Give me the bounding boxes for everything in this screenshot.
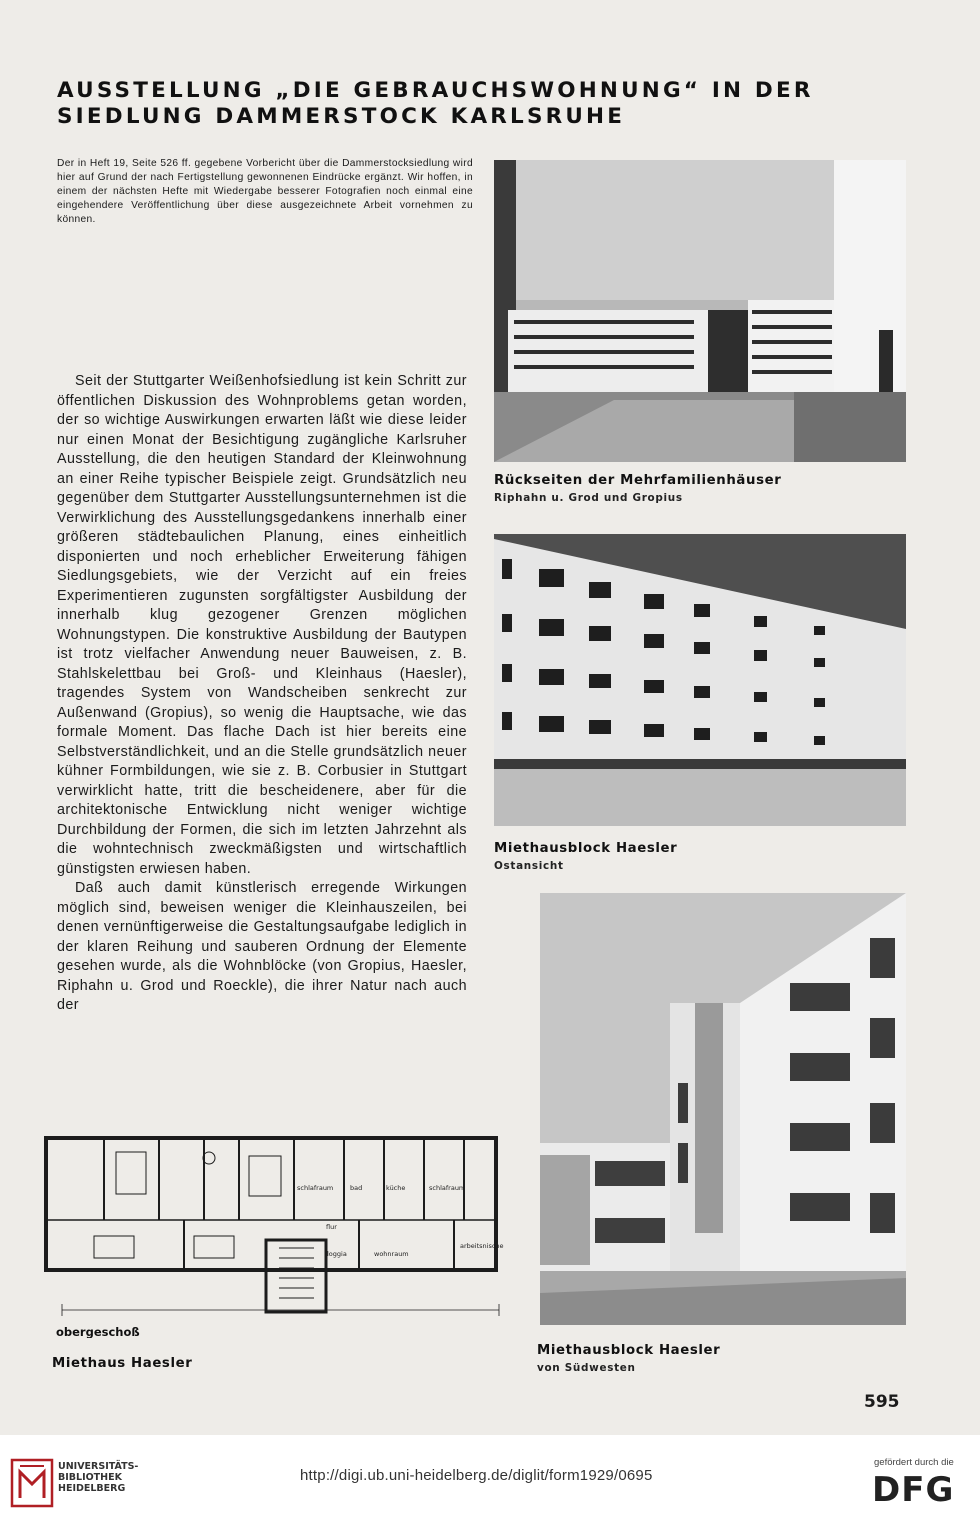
article-intro: Der in Heft 19, Seite 526 ff. gegebene Vorbericht über die Dammerstocksiedlung wird hier auf Grund der nach Fertigstellung gewonnenen Eindrücke ergänzt. Wir hoffen, in einem der nächsten Hefte mit Wiedergabe besserer Fotografien noch einmal eine eingehendere Veröffentlichung über diese ausgezeichnete Arbeit vornehmen zu können. <box>57 158 473 225</box>
room-label: flur <box>326 1223 337 1231</box>
photo-haesler-east <box>494 534 906 826</box>
article-title: AUSSTELLUNG „DIE GEBRAUCHSWOHNUNG“ IN DER SIEDLUNG DAMMERSTOCK KARLSRUHE <box>57 78 814 129</box>
room-label: loggia <box>327 1250 347 1258</box>
figure-subcaption: Riphahn u. Grod und Gropius <box>494 492 683 504</box>
library-name-line: HEIDELBERG <box>58 1483 126 1494</box>
library-name <box>58 1461 138 1494</box>
room-label: schlafraum <box>429 1184 466 1192</box>
library-name-line: UNIVERSITÄTS- <box>58 1461 139 1472</box>
room-label: wohnraum <box>374 1250 409 1258</box>
funding-text: gefördert durch die <box>874 1457 954 1468</box>
article-body <box>57 372 467 1016</box>
photo-haesler-southwest <box>540 893 906 1325</box>
permalink-url[interactable]: http://digi.ub.uni-heidelberg.de/diglit/form1929/0695 <box>300 1467 653 1484</box>
library-seal-icon <box>10 1458 54 1508</box>
figure-caption: Miethausblock Haesler <box>494 841 678 856</box>
room-label: arbeitsnische <box>460 1242 504 1250</box>
figure-subcaption: Ostansicht <box>494 860 564 872</box>
floor-plan <box>34 1128 504 1338</box>
dfg-logo: DFG <box>872 1470 955 1510</box>
body-paragraph: Daß auch damit künstlerisch erregende Wirkungen möglich sind, beweisen weniger die Kleinhauszeilen, bei denen vernünftigerweise die Gestaltungsaufgabe lediglich in der klaren Reihung und sauberen Ordnung der Elemente gesehen wurde, als die Wohnblöcke (von Gropius, Haesler, Riphahn u. Grod und Roeckle), die ihrer Natur nach auch der <box>57 880 467 1013</box>
floor-label: obergeschoß <box>56 1325 140 1338</box>
library-name-line: BIBLIOTHEK <box>58 1472 122 1483</box>
room-label: bad <box>350 1184 363 1192</box>
room-label: küche <box>386 1184 406 1192</box>
page-number: 595 <box>864 1392 900 1412</box>
plan-caption: Miethaus Haesler <box>52 1356 193 1371</box>
figure-subcaption: von Südwesten <box>537 1362 636 1374</box>
body-paragraph: Seit der Stuttgarter Weißenhofsiedlung ist kein Schritt zur öffentlichen Diskussion des Wohnproblems getan worden, der so wichtige Auswirkungen erwarten läßt wie diese leider nur einen Monat der Besichtigung zugängliche Karlsruher Ausstellung, die den heutigen Standard der Kleinwohnung an einer Reihe typischer Beispiele zeigt. Grundsätzlich neu gegenüber dem Stuttgarter Ausstellungsunternehmen ist die Verwirklichung des Ausstellungsgedankens innerhalb einer größeren städtebaulichen Planung, eines einheitlich disponierten und noch erheblicher Erweiterung fähigen Siedlungsgebiets, wie der Verzicht auf ein freies Experimentieren zugunsten sorgfältigster Ausbildung der innerhalb klug gezogener Grenzen möglichen Wohnungstypen. Die konstruktive Ausbildung der Bautypen ist trotz vielfacher Anwendung neuer Bauweisen, z. B. Stahlskelettbau bei Groß- und Kleinhaus (Haesler), tragendes System von Wandscheiben senkrecht zur Außenwand (Gropius), so wenig die Hauptsache, wie das formale Moment. Das flache Dach ist hier bereits eine Selbstverständlichkeit, und an die Stelle grundsätzlich neuer kühner Formbildungen, wie sie z. B. Corbusier in Stuttgart verwirklicht hatte, tritt die bescheidenere, aber für die architektonische Entwicklung nicht weniger wichtige Durchbildung der Formen, die sich im letzten Jahrzehnt als die wohntechnisch zweckmäßigsten und wirtschaftlich günstigsten erwiesen haben. <box>57 373 467 877</box>
room-label: schlafraum <box>297 1184 334 1192</box>
photo-rear-facades <box>494 160 906 462</box>
figure-caption: Miethausblock Haesler <box>537 1343 721 1358</box>
figure-caption: Rückseiten der Mehrfamilienhäuser <box>494 473 782 488</box>
